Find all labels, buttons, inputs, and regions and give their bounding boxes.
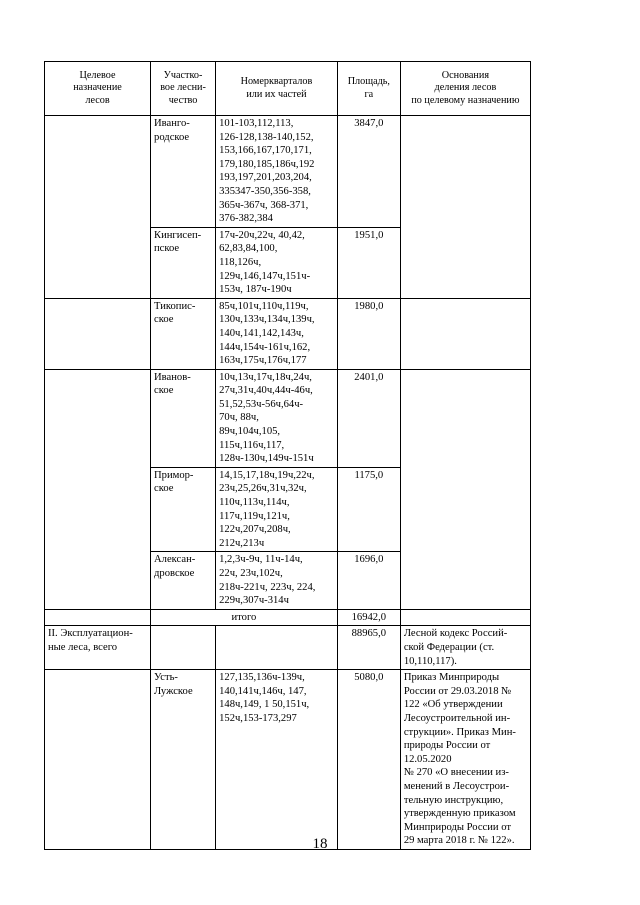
exploitation-area: 88965,0 [337,626,400,670]
table-row [45,670,531,850]
basis-cell-empty [400,116,530,299]
total-empty-cell [45,609,151,626]
purpose-cell-empty [45,369,151,609]
area-cell: 1980,0 [337,298,400,369]
header-area: Площадь, га [337,62,400,116]
district-cell: Иванго- родское [151,116,216,228]
basis-cell-empty [400,298,530,369]
district-cell-empty [151,626,216,670]
table-row [45,369,531,467]
purpose-cell-empty [45,670,151,850]
table-row [45,298,531,369]
quarters-cell: 101-103,112,113, 126-128,138-140,152, 153,166,167,170,171, 179,180,185,186ч,192 193,197,201,203,204, 335347-350,356-358, 365ч-367ч, 368-371, 376-382,384 [216,116,338,228]
area-cell: 1175,0 [337,467,400,552]
quarters-cell: 85ч,101ч,110ч,119ч, 130ч,133ч,134ч,139ч, 140ч,141,142,143ч, 144ч,154ч-161ч,162, 163ч,175ч,176ч,177 [216,298,338,369]
basis-cell-empty [400,369,530,609]
quarters-cell: 127,135,136ч-139ч, 140,141ч,146ч, 147, 148ч,149, 1 50,151ч, 152ч,153-173,297 [216,670,338,850]
total-basis-empty [400,609,530,626]
district-cell: Кингисеп- пское [151,227,216,298]
area-cell: 3847,0 [337,116,400,228]
area-cell: 2401,0 [337,369,400,467]
quarters-cell-empty [216,626,338,670]
page-number: 18 [312,836,328,852]
exploitation-purpose: II. Эксплуатацион- ные леса, всего [45,626,151,670]
total-row [45,609,531,626]
purpose-cell-empty [45,298,151,369]
basis-cell: Приказ Минприроды России от 29.03.2018 № 122 «Об утверждении Лесоустроительной ин- струкции». Приказ Мин- природы России от 12.05.2020 № 270 «О внесении из- менений в Лесоустрои- тельную инструкцию, утвержденную приказом Минприроды России от 29 марта 2018 г. № 122». [400,670,530,850]
exploitation-basis: Лесной кодекс Россий- ской Федерации (ст. 10,110,117). [400,626,530,670]
purpose-cell-empty [45,116,151,299]
district-cell: Иванов- ское [151,369,216,467]
header-purpose: Целевое назначение лесов [45,62,151,116]
area-cell: 1951,0 [337,227,400,298]
district-cell: Тикопис- ское [151,298,216,369]
total-area: 16942,0 [337,609,400,626]
forest-purpose-table [44,61,531,850]
district-cell: Усть- Лужское [151,670,216,850]
header-quarters: Номеркварталов или их частей [216,62,338,116]
district-cell: Примор- ское [151,467,216,552]
table-header-row [45,62,531,116]
exploitation-row [45,626,531,670]
area-cell: 1696,0 [337,552,400,609]
district-cell: Алексан- дровское [151,552,216,609]
quarters-cell: 10ч,13ч,17ч,18ч,24ч, 27ч,31ч,40ч,44ч-46ч, 51,52,53ч-56ч,64ч- 70ч, 88ч, 89ч,104ч,105, 115ч,116ч,117, 128ч-130ч,149ч-151ч [216,369,338,467]
total-label: итого [151,609,338,626]
table-row [45,116,531,228]
header-district: Участко- вое лесни- чество [151,62,216,116]
quarters-cell: 17ч-20ч,22ч, 40,42, 62,83,84,100, 118,126ч, 129ч,146,147ч,151ч- 153ч, 187ч-190ч [216,227,338,298]
header-basis: Основания деления лесов по целевому назначению [400,62,530,116]
area-cell: 5080,0 [337,670,400,850]
quarters-cell: 14,15,17,18ч,19ч,22ч, 23ч,25,26ч,31ч,32ч, 110ч,113ч,114ч, 117ч,119ч,121ч, 122ч,207ч,208ч, 212ч,213ч [216,467,338,552]
quarters-cell: 1,2,3ч-9ч, 11ч-14ч, 22ч, 23ч,102ч, 218ч-221ч, 223ч, 224, 229ч,307ч-314ч [216,552,338,609]
